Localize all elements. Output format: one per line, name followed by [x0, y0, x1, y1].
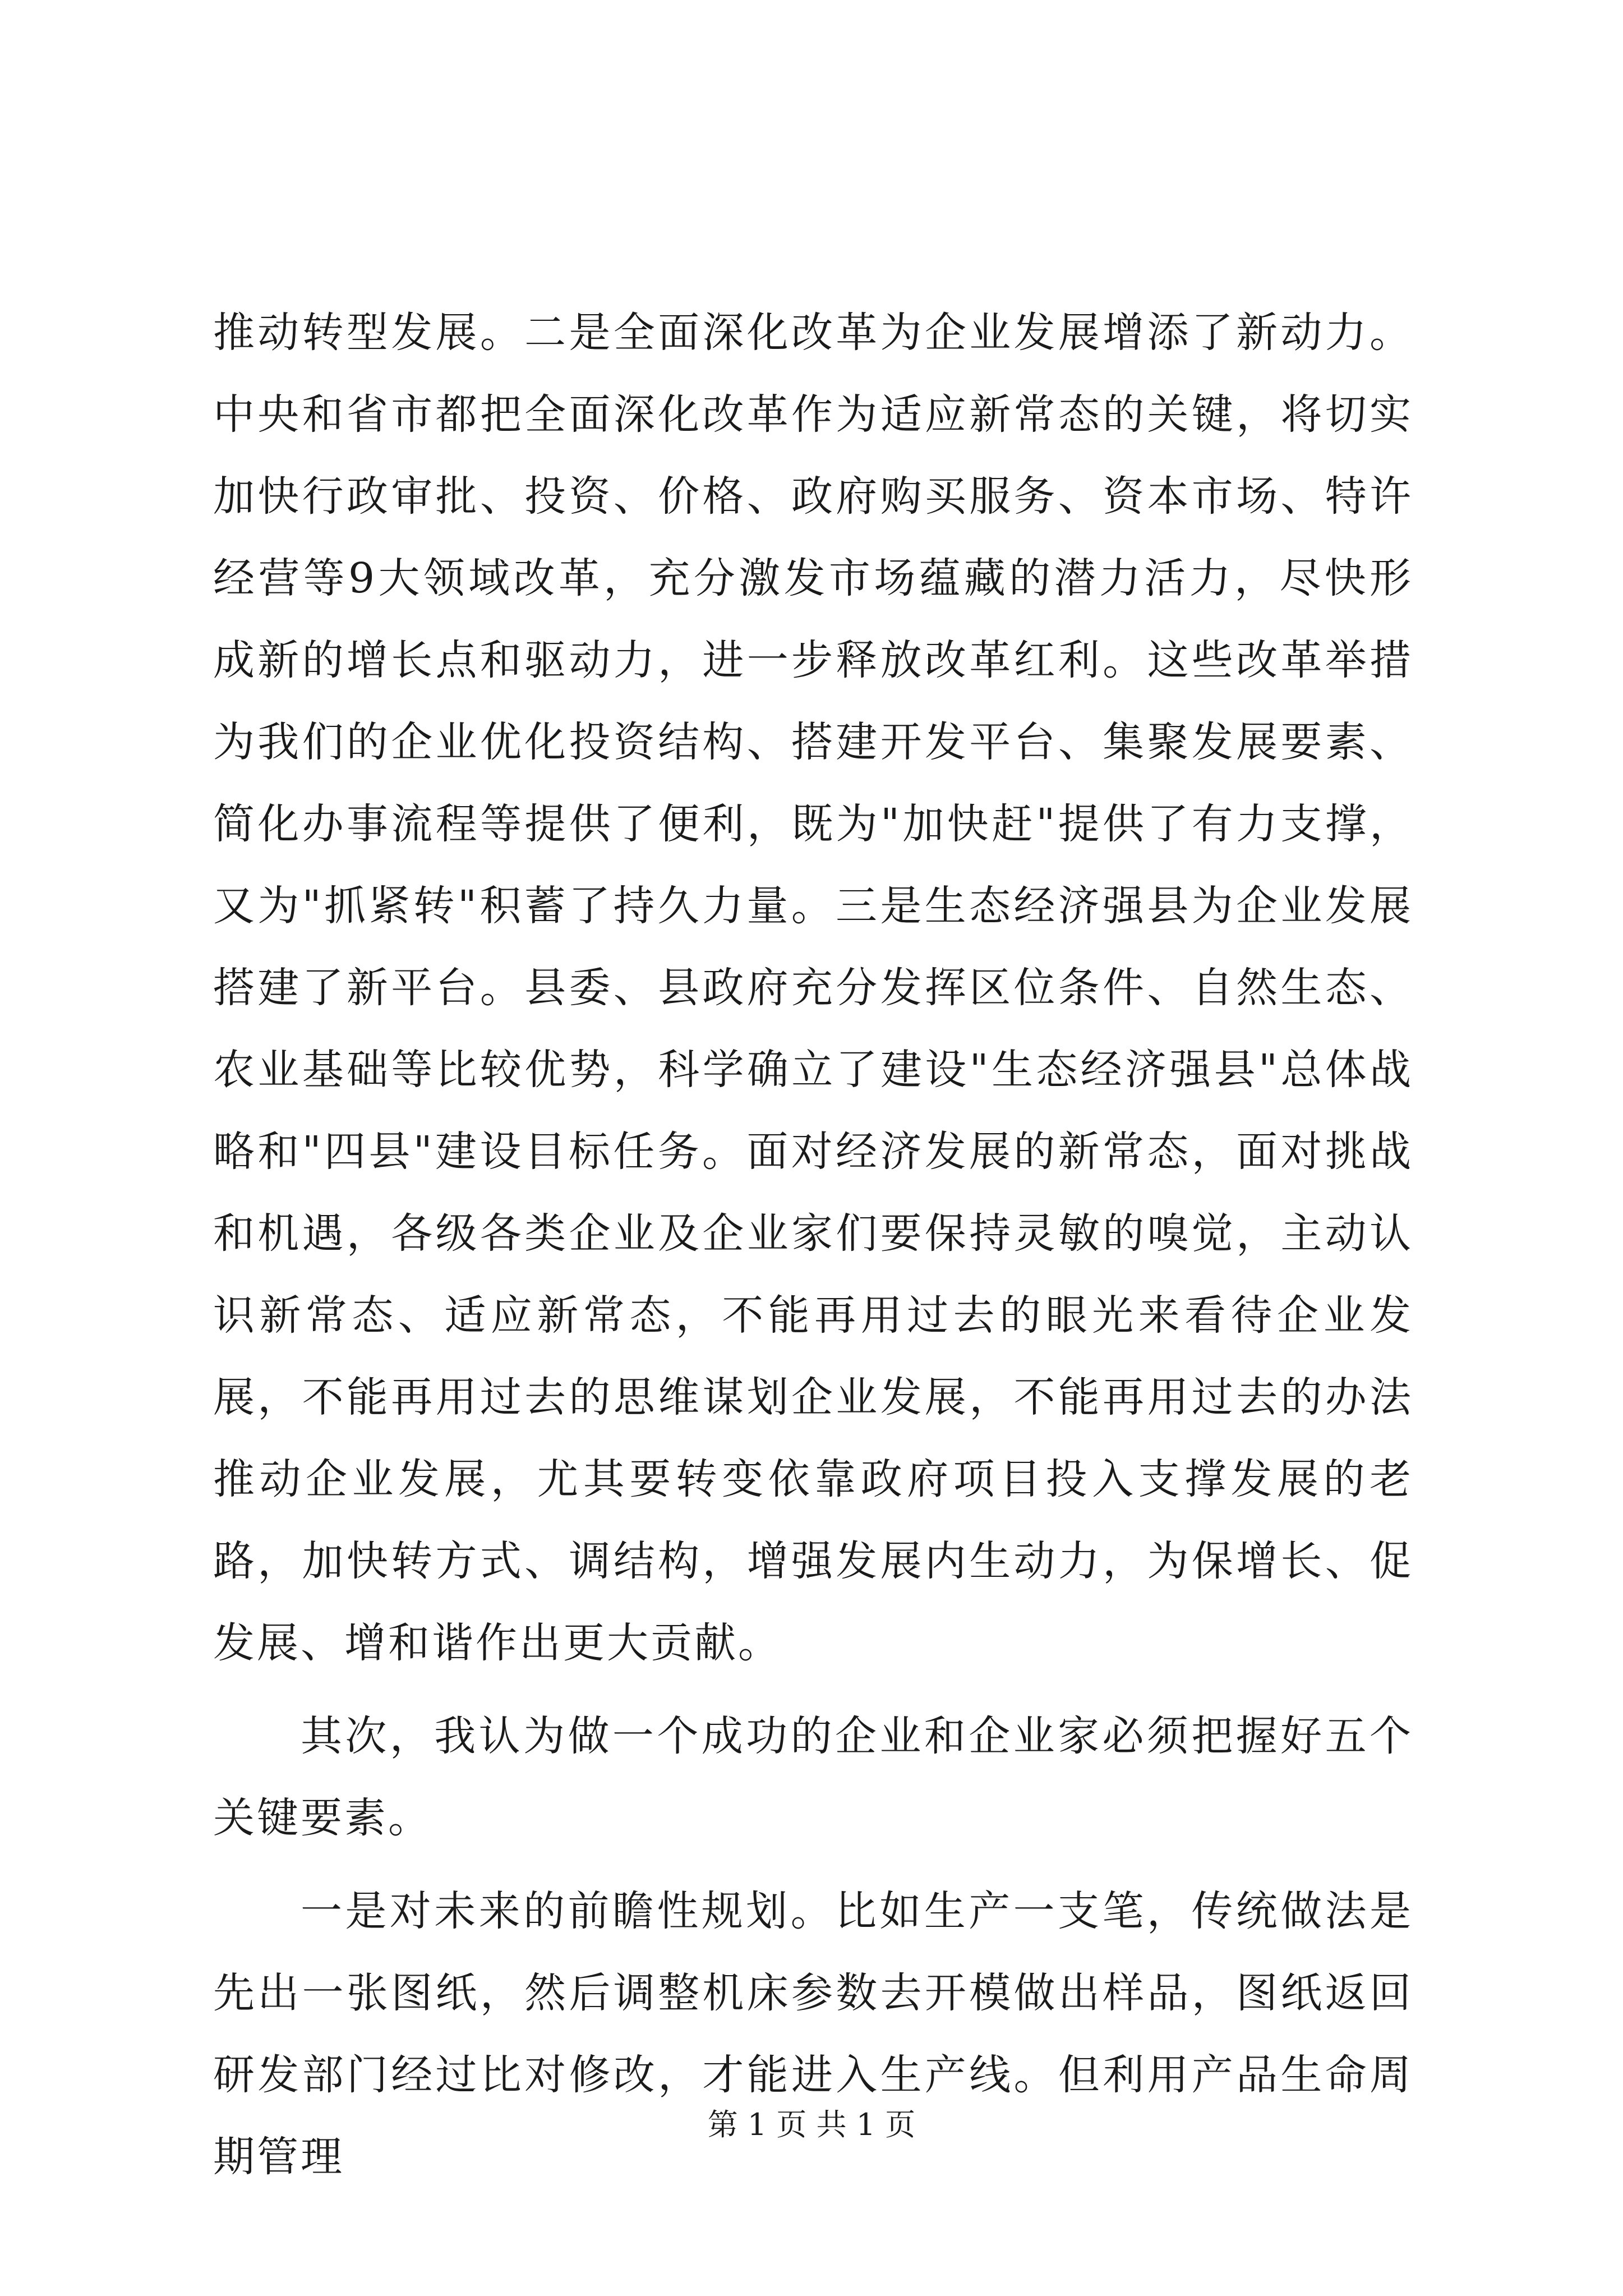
paragraph-1: 推动转型发展。二是全面深化改革为企业发展增添了新动力。中央和省市都把全面深化改革作为适应新常态的关键，将切实加快行政审批、投资、价格、政府购买服务、资本市场、特许经营等9大领域改革，充分激发市场蕴藏的潜力活力，尽快形成新的增长点和驱动力，进一步释放改革红利。这些改革举措为我们的企业优化投资结构、搭建开发平台、集聚发展要素、简化办事流程等提供了便利，既为"加快赶"提供了有力支撑，又为"抓紧转"积蓄了持久力量。三是生态经济强县为企业发展搭建了新平台。县委、县政府充分发挥区位条件、自然生态、农业基础等比较优势，科学确立了建设"生态经济强县"总体战略和"四县"建设目标任务。面对经济发展的新常态，面对挑战和机遇，各级各类企业及企业家们要保持灵敏的嗅觉，主动认识新常态、适应新常态，不能再用过去的眼光来看待企业发展，不能再用过去的思维谋划企业发展，不能再用过去的办法推动企业发展，尤其要转变依靠政府项目投入支撑发展的老路，加快转方式、调结构，增强发展内生动力，为保增长、促发展、增和谐作出更大贡献。 [213, 309, 1413, 1667]
page-footer: 第 1 页 共 1 页 [707, 2107, 916, 2142]
paragraph-2: 其次，我认为做一个成功的企业和企业家必须把握好五个关键要素。 [213, 1712, 1413, 1842]
document-body [213, 292, 1413, 2198]
paragraph-3: 一是对未来的前瞻性规划。比如生产一支笔，传统做法是先出一张图纸，然后调整机床参数去开模做出样品，图纸返回研发部门经过比对修改，才能进入生产线。但利用产品生命周期管理 [213, 1887, 1413, 2181]
